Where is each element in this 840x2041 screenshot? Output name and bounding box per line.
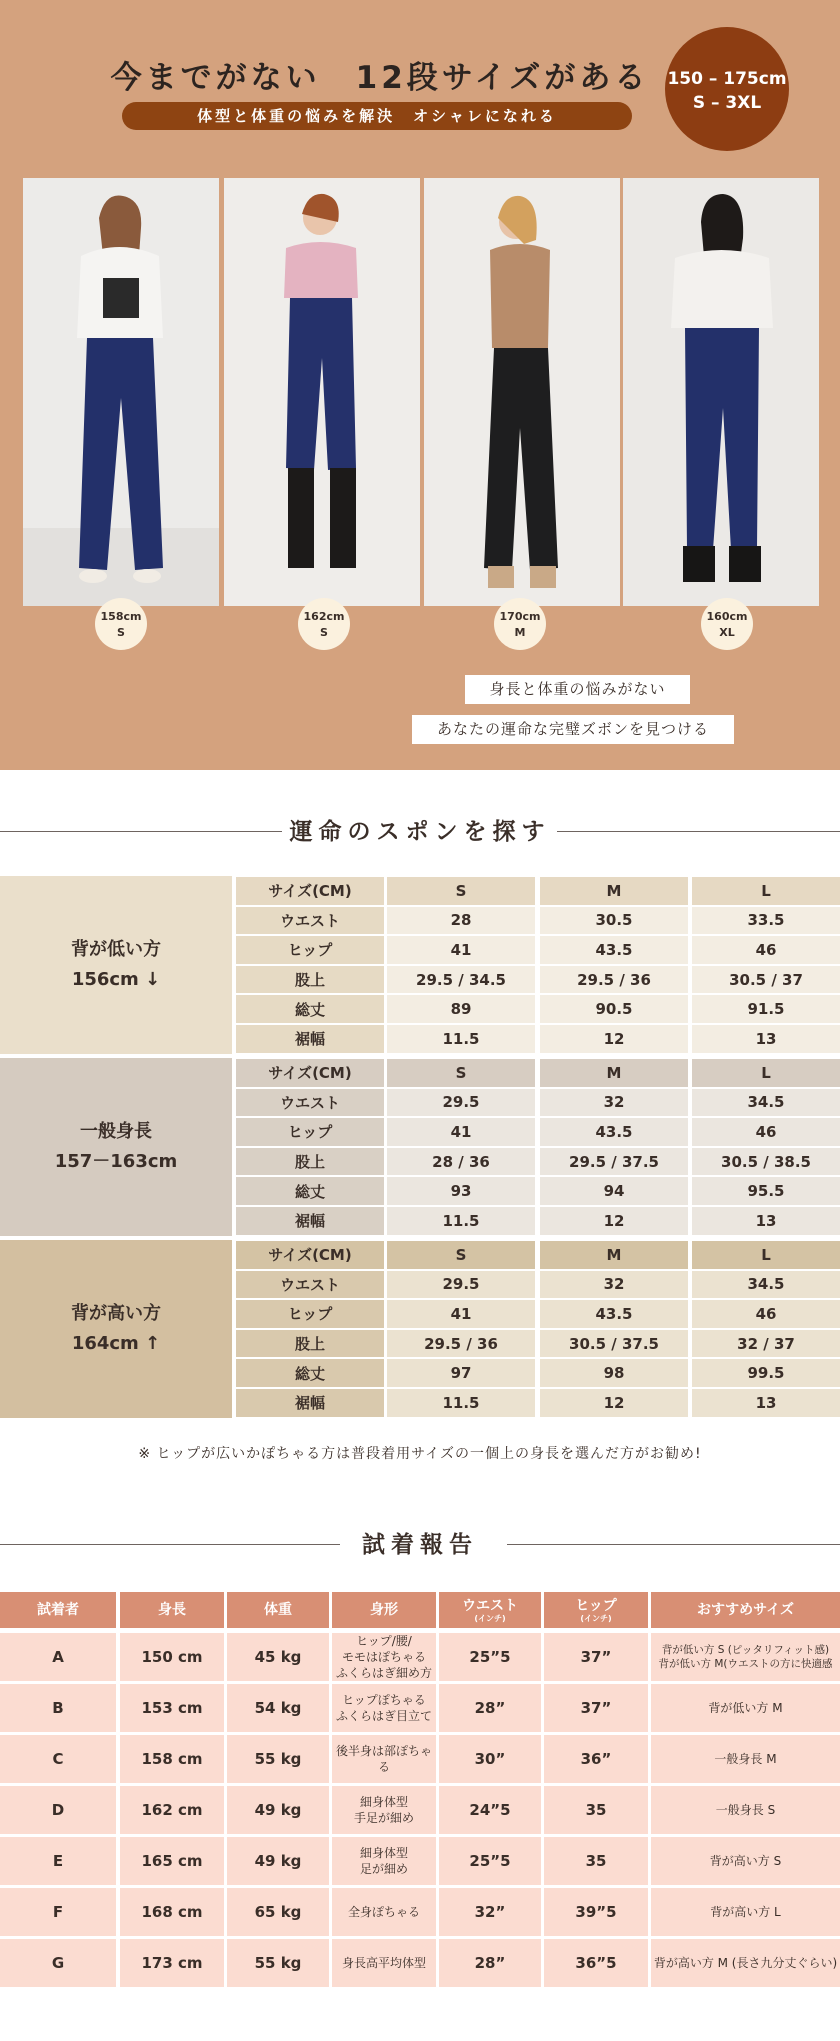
tryon-value: 35: [585, 1851, 607, 1870]
size-table-cell: 43.5: [540, 1118, 688, 1146]
tryon-cell: [544, 1633, 648, 1681]
model-tag-4: [701, 598, 753, 650]
tryon-body-shape-line: モモはぽちゃる: [341, 1649, 426, 1664]
size-table-row-label: 総丈: [236, 1177, 384, 1205]
tryon-cell: [332, 1888, 436, 1936]
size-table-header-cell: サイズ(CM): [236, 1241, 384, 1269]
tryon-header-cell: [120, 1592, 224, 1628]
tryon-cell: [332, 1939, 436, 1987]
tryon-header-unit: (インチ): [580, 1613, 612, 1623]
size-table-cell: 11.5: [387, 1389, 535, 1417]
tryon-header-cell: [651, 1592, 840, 1628]
tryon-header-label: 身長: [158, 1601, 186, 1618]
size-table-header-cell: S: [387, 1059, 535, 1087]
model-photo-2: [224, 178, 420, 606]
tryon-tester-id: [0, 1837, 116, 1885]
tryon-body-shape-line: 手足が細め: [353, 1811, 414, 1825]
tryon-cell: [651, 1735, 840, 1783]
size-table-row-label: 裾幅: [236, 1025, 384, 1053]
tryon-header-cell: [544, 1592, 648, 1628]
size-table-cell: 32: [540, 1271, 688, 1299]
tryon-cell: [439, 1939, 541, 1987]
tryon-value: 173 cm: [141, 1953, 203, 1972]
tryon-body-shape-line: ヒップぽちゃる: [342, 1692, 426, 1707]
tryon-tester-id: [0, 1786, 116, 1834]
badge-size-range: S – 3XL: [692, 93, 762, 113]
tryon-recommendation-line: 背が低い方 S (ピッタリフィット感): [661, 1643, 830, 1656]
size-table-row-label: ヒップ: [236, 1118, 384, 1146]
tryon-cell: [120, 1735, 224, 1783]
tryon-value: E: [52, 1851, 64, 1870]
size-table-cell: 41: [387, 1300, 535, 1328]
size-table-cell: 93: [387, 1177, 535, 1205]
tryon-cell: [651, 1939, 840, 1987]
size-group-label: [0, 876, 232, 1054]
size-table-cell: 41: [387, 936, 535, 964]
tryon-value: 165 cm: [141, 1851, 203, 1870]
size-table-row-label: 裾幅: [236, 1389, 384, 1417]
size-table-cell: 32: [540, 1089, 688, 1117]
size-table-row-label: ヒップ: [236, 936, 384, 964]
tryon-cell: [332, 1735, 436, 1783]
tryon-cell: [544, 1888, 648, 1936]
tryon-cell: [227, 1633, 329, 1681]
tryon-body-shape-line: 全身ぽちゃる: [347, 1904, 420, 1919]
size-table-cell: 97: [387, 1359, 535, 1387]
tryon-cell: [332, 1684, 436, 1732]
tryon-value: 45 kg: [254, 1647, 302, 1666]
tryon-header-cell: [227, 1592, 329, 1628]
tryon-cell: [120, 1786, 224, 1834]
tryon-header-cell: [439, 1592, 541, 1628]
tryon-tester-id: [0, 1888, 116, 1936]
tryon-header-unit: (インチ): [474, 1613, 506, 1623]
tryon-cell: [439, 1684, 541, 1732]
size-table-cell: 90.5: [540, 995, 688, 1023]
size-table-cell: 12: [540, 1025, 688, 1053]
tryon-cell: [227, 1888, 329, 1936]
size-table-row-label: ウエスト: [236, 907, 384, 935]
size-group-title: 一般身長: [80, 1120, 152, 1142]
size-table-cell: 13: [692, 1025, 840, 1053]
tryon-recommendation-line: 一般身長 M: [714, 1751, 777, 1766]
tryon-value: 39”5: [575, 1902, 617, 1921]
tryon-value: 55 kg: [254, 1953, 302, 1972]
size-table-cell: 34.5: [692, 1089, 840, 1117]
size-table-cell: 29.5: [387, 1089, 535, 1117]
tryon-value: A: [52, 1647, 64, 1666]
model-photo-4: [623, 178, 819, 606]
size-table-row-label: 総丈: [236, 995, 384, 1023]
tryon-value: 35: [585, 1800, 607, 1819]
tryon-value: 153 cm: [141, 1698, 203, 1717]
hero-note-1: 身長と体重の悩みがない: [465, 675, 690, 704]
model-photo-3: [424, 178, 620, 606]
size-table-header-cell: サイズ(CM): [236, 1059, 384, 1087]
size-disclaimer: ※ ヒップが広いかぽちゃる方は普段着用サイズの一個上の身長を選んだ方がお勧め!: [138, 1446, 702, 1462]
tryon-header-label: 体重: [264, 1601, 292, 1618]
size-table-cell: 46: [692, 1300, 840, 1328]
size-table-cell: 98: [540, 1359, 688, 1387]
tryon-cell: [651, 1786, 840, 1834]
size-table-cell: 30.5 / 37.5: [540, 1330, 688, 1358]
hero-banner: [0, 0, 840, 770]
tryon-value: 65 kg: [254, 1902, 302, 1921]
model-tag-size: XL: [719, 626, 735, 639]
size-table-cell: 30.5 / 38.5: [692, 1148, 840, 1176]
size-table-row-label: ウエスト: [236, 1271, 384, 1299]
size-section-heading: [0, 812, 840, 852]
tryon-cell: [227, 1735, 329, 1783]
tryon-recommendation-line: 背が低い方 M: [708, 1700, 783, 1715]
tryon-value: 28”: [474, 1698, 506, 1717]
size-table-cell: 34.5: [692, 1271, 840, 1299]
size-table-cell: 30.5 / 37: [692, 966, 840, 994]
size-table-cell: 12: [540, 1389, 688, 1417]
size-table-cell: 99.5: [692, 1359, 840, 1387]
hero-title: 今までがない 12段サイズがある: [110, 60, 650, 96]
tryon-value: 162 cm: [141, 1800, 203, 1819]
tryon-tester-id: [0, 1684, 116, 1732]
tryon-header-label: おすすめサイズ: [696, 1601, 795, 1618]
tryon-recommendation-line: 背が低い方 M(ウエストの方に快適感: [658, 1658, 833, 1670]
tryon-cell: [544, 1684, 648, 1732]
tryon-header-cell: [332, 1592, 436, 1628]
tryon-recommendation-line: 背が高い方 L: [710, 1904, 781, 1919]
tryon-header-label: ウエスト: [462, 1598, 518, 1615]
hero-note-2: あなたの運命な完璧ズボンを見つける: [412, 715, 734, 744]
size-table-row-label: ヒップ: [236, 1300, 384, 1328]
tryon-recommendation-line: 背が高い方 M (長さ九分丈ぐらい): [653, 1955, 838, 1970]
tryon-cell: [439, 1633, 541, 1681]
size-table-cell: 91.5: [692, 995, 840, 1023]
size-table-row-label: 総丈: [236, 1359, 384, 1387]
size-table-header-cell: L: [692, 1241, 840, 1269]
tryon-value: 24”5: [469, 1800, 511, 1819]
tryon-body-shape-line: 足が細め: [359, 1862, 408, 1876]
model-tag-1: [95, 598, 147, 650]
tryon-value: 37”: [580, 1698, 612, 1717]
model-tag-size: S: [117, 626, 125, 639]
tryon-header-label: ヒップ: [575, 1598, 617, 1615]
tryon-cell: [544, 1837, 648, 1885]
size-table-cell: 41: [387, 1118, 535, 1146]
size-group-label: [0, 1058, 232, 1236]
tryon-value: G: [51, 1953, 65, 1972]
tryon-cell: [651, 1633, 840, 1681]
tryon-cell: [544, 1735, 648, 1783]
tryon-cell: [332, 1786, 436, 1834]
tryon-cell: [651, 1888, 840, 1936]
size-table-cell: 29.5 / 36: [387, 1330, 535, 1358]
tryon-value: 49 kg: [254, 1851, 302, 1870]
tryon-cell: [120, 1684, 224, 1732]
tryon-cell: [227, 1786, 329, 1834]
tryon-cell: [651, 1837, 840, 1885]
tryon-tester-id: [0, 1939, 116, 1987]
tryon-recommendation-line: 一般身長 S: [715, 1802, 776, 1817]
model-tag-2: [298, 598, 350, 650]
tryon-body-shape-line: 後半身は部ぽちゃる: [335, 1743, 432, 1774]
size-table-cell: 46: [692, 1118, 840, 1146]
model-tag-size: S: [320, 626, 328, 639]
tryon-cell: [227, 1684, 329, 1732]
size-table-cell: 32 / 37: [692, 1330, 840, 1358]
size-group-height-range: 156cm ↓: [71, 968, 161, 990]
size-table-header-cell: M: [540, 1241, 688, 1269]
size-table-row-label: ウエスト: [236, 1089, 384, 1117]
size-table-cell: 95.5: [692, 1177, 840, 1205]
size-table-cell: 11.5: [387, 1207, 535, 1235]
size-table-cell: 11.5: [387, 1025, 535, 1053]
model-tag-size: M: [514, 626, 526, 639]
size-group-height-range: 164cm ↑: [71, 1332, 161, 1354]
size-table-cell: 12: [540, 1207, 688, 1235]
tryon-header-label: 身形: [370, 1601, 398, 1618]
tryon-cell: [120, 1837, 224, 1885]
size-group-title: 背が低い方: [71, 938, 161, 960]
tryon-value: C: [52, 1749, 64, 1768]
badge-height-range: 150 – 175cm: [667, 69, 787, 89]
tryon-cell: [227, 1837, 329, 1885]
tryon-tester-id: [0, 1735, 116, 1783]
tryon-value: 150 cm: [141, 1647, 203, 1666]
size-table-header-cell: M: [540, 877, 688, 905]
size-table-cell: 29.5 / 36: [540, 966, 688, 994]
tryon-body-shape-line: 身長高平均体型: [341, 1955, 426, 1970]
tryon-body-shape-line: ヒップ/腰/: [356, 1633, 412, 1648]
tryon-value: 30”: [474, 1749, 506, 1768]
tryon-value: 32”: [474, 1902, 506, 1921]
tryon-cell: [120, 1633, 224, 1681]
tryon-section-title: 試着報告: [362, 1532, 478, 1558]
tryon-section-heading: [0, 1525, 840, 1565]
tryon-value: 55 kg: [254, 1749, 302, 1768]
size-table-cell: 43.5: [540, 1300, 688, 1328]
tryon-value: F: [52, 1902, 64, 1921]
tryon-recommendation-line: 背が高い方 S: [709, 1853, 782, 1868]
size-table-cell: 29.5 / 37.5: [540, 1148, 688, 1176]
size-range-badge: [665, 27, 789, 151]
size-table-row-label: 裾幅: [236, 1207, 384, 1235]
tryon-tester-id: [0, 1633, 116, 1681]
size-table-cell: 33.5: [692, 907, 840, 935]
model-tag-height: 162cm: [303, 610, 345, 623]
tryon-value: 54 kg: [254, 1698, 302, 1717]
tryon-cell: [544, 1939, 648, 1987]
tryon-value: D: [51, 1800, 65, 1819]
size-table-header-cell: L: [692, 1059, 840, 1087]
size-table-header-cell: S: [387, 877, 535, 905]
size-table-header-cell: S: [387, 1241, 535, 1269]
tryon-header-label: 試着者: [37, 1601, 79, 1618]
size-table-cell: 43.5: [540, 936, 688, 964]
tryon-value: 49 kg: [254, 1800, 302, 1819]
tryon-value: 25”5: [469, 1851, 511, 1870]
tryon-body-shape-line: 細身体型: [359, 1794, 408, 1809]
size-group-height-range: 157－163cm: [54, 1150, 178, 1172]
size-table-cell: 29.5: [387, 1271, 535, 1299]
size-table-row-label: 股上: [236, 1148, 384, 1176]
tryon-cell: [439, 1837, 541, 1885]
tryon-body-shape-line: ふくらはぎ細め方: [335, 1666, 432, 1681]
size-table-cell: 46: [692, 936, 840, 964]
size-table-cell: 13: [692, 1207, 840, 1235]
tryon-cell: [332, 1633, 436, 1681]
tryon-value: B: [52, 1698, 64, 1717]
tryon-cell: [439, 1888, 541, 1936]
model-photo-1: [23, 178, 219, 606]
tryon-cell: [227, 1939, 329, 1987]
tryon-value: 37”: [580, 1647, 612, 1666]
tryon-cell: [544, 1786, 648, 1834]
size-table-header-cell: M: [540, 1059, 688, 1087]
size-table-cell: 28 / 36: [387, 1148, 535, 1176]
tryon-value: 25”5: [469, 1647, 511, 1666]
tryon-cell: [439, 1786, 541, 1834]
model-tag-height: 158cm: [100, 610, 142, 623]
tryon-value: 28”: [474, 1953, 506, 1972]
model-tag-height: 170cm: [499, 610, 541, 623]
model-tag-height: 160cm: [706, 610, 748, 623]
size-table-row-label: 股上: [236, 966, 384, 994]
size-table-row-label: 股上: [236, 1330, 384, 1358]
tryon-value: 168 cm: [141, 1902, 203, 1921]
tryon-cell: [332, 1837, 436, 1885]
size-table-cell: 94: [540, 1177, 688, 1205]
size-table-header-cell: サイズ(CM): [236, 877, 384, 905]
size-table-header-cell: L: [692, 877, 840, 905]
hero-subtitle: 体型と体重の悩みを解決 オシャレになれる: [122, 102, 632, 130]
tryon-cell: [120, 1939, 224, 1987]
size-section-title: 運命のスポンを探す: [289, 819, 551, 845]
model-tag-3: [494, 598, 546, 650]
size-table-cell: 29.5 / 34.5: [387, 966, 535, 994]
tryon-cell: [439, 1735, 541, 1783]
size-group-title: 背が高い方: [71, 1302, 161, 1324]
tryon-cell: [651, 1684, 840, 1732]
tryon-value: 158 cm: [141, 1749, 203, 1768]
tryon-body-shape-line: 細身体型: [359, 1845, 408, 1860]
tryon-body-shape-line: ふくらはぎ目立て: [335, 1709, 432, 1723]
size-table-cell: 89: [387, 995, 535, 1023]
size-table-cell: 30.5: [540, 907, 688, 935]
tryon-cell: [120, 1888, 224, 1936]
size-table-cell: 28: [387, 907, 535, 935]
tryon-value: 36”: [580, 1749, 612, 1768]
size-group-label: [0, 1240, 232, 1418]
tryon-value: 36”5: [575, 1953, 617, 1972]
tryon-header-cell: [0, 1592, 116, 1628]
size-table-cell: 13: [692, 1389, 840, 1417]
